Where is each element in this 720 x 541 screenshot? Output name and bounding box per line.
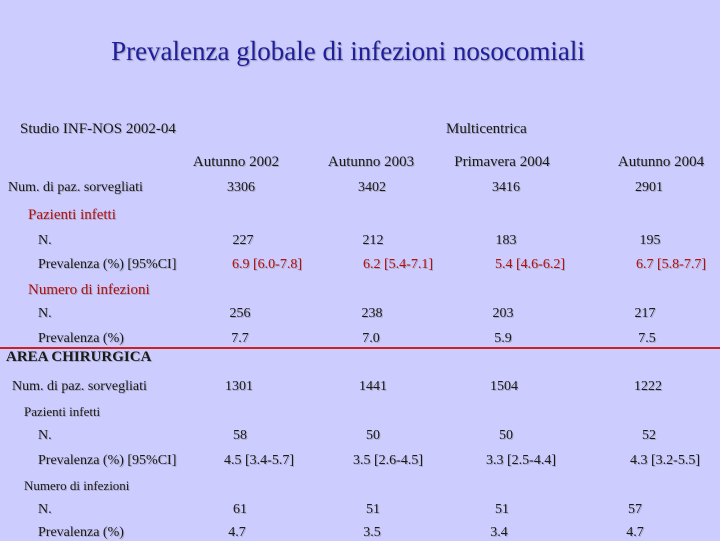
surgical-num-value: 1222: [634, 379, 662, 394]
surgical-infected-prev-value: 4.3 [3.2-5.5]: [630, 453, 700, 468]
overall-infected-n-value: 195: [639, 233, 661, 248]
surgical-num-label: Num. di paz. sorvegliati: [12, 379, 147, 394]
overall-infected-prev-value: 6.7 [5.8-7.7]: [636, 257, 706, 272]
overall-num-value: 3416: [492, 180, 520, 195]
overall-infections-n-value: 217: [634, 306, 656, 321]
surgical-num-value: 1441: [359, 379, 387, 394]
overall-infected-n-value: 227: [232, 233, 254, 248]
overall-infected-n-value: 183: [495, 233, 517, 248]
overall-infections-n-value: 256: [229, 306, 251, 321]
surgical-infected-prev-value: 3.5 [2.6-4.5]: [353, 453, 423, 468]
period-header: Autunno 2004: [617, 154, 705, 170]
overall-num-value: 2901: [635, 180, 663, 195]
surgical-infections-heading: Numero di infezioni: [24, 478, 130, 493]
study-type: Multicentrica: [446, 121, 527, 137]
surgical-infections-prev-label: Prevalenza (%): [38, 525, 124, 540]
overall-infections-prev-value: 7.5: [638, 331, 656, 346]
overall-infected-prev-value: 6.2 [5.4-7.1]: [363, 257, 433, 272]
surgical-infected-n-label: N.: [38, 428, 52, 443]
surgical-infected-prev-value: 4.5 [3.4-5.7]: [224, 453, 294, 468]
study-label: Studio INF-NOS 2002-04: [20, 121, 176, 137]
overall-infections-heading: Numero di infezioni: [28, 282, 150, 298]
surgical-num-value: 1504: [490, 379, 518, 394]
overall-infections-n-label: N.: [38, 306, 52, 321]
period-header: Primavera 2004: [454, 154, 550, 170]
surgical-infections-prev-value: 3.5: [363, 525, 381, 540]
surgical-infections-n-value: 51: [495, 502, 509, 517]
overall-infections-prev-value: 7.0: [362, 331, 380, 346]
overall-infected-prev-value: 5.4 [4.6-6.2]: [495, 257, 565, 272]
surgical-infections-n-value: 51: [366, 502, 380, 517]
surgical-infections-prev-value: 4.7: [228, 525, 246, 540]
period-header: Autunno 2003: [327, 154, 415, 170]
overall-infected-prev-value: 6.9 [6.0-7.8]: [232, 257, 302, 272]
surgical-infections-n-value: 57: [628, 502, 642, 517]
overall-infected-n-label: N.: [38, 233, 52, 248]
surgical-infected-prev-value: 3.3 [2.5-4.4]: [486, 453, 556, 468]
overall-infected-n-value: 212: [362, 233, 384, 248]
surgical-infected-n-value: 52: [642, 428, 656, 443]
overall-infections-n-value: 203: [492, 306, 514, 321]
overall-infections-prev-value: 7.7: [231, 331, 249, 346]
page-title: Prevalenza globale di infezioni nosocomiali: [111, 36, 585, 66]
overall-infected-heading: Pazienti infetti: [28, 207, 116, 223]
surgical-infections-prev-value: 4.7: [626, 525, 644, 540]
surgical-infected-prev-label: Prevalenza (%) [95%CI]: [38, 453, 177, 468]
surgical-num-value: 1301: [225, 379, 253, 394]
area-heading: AREA CHIRURGICA: [6, 349, 152, 365]
period-header: Autunno 2002: [192, 154, 280, 170]
surgical-infected-heading: Pazienti infetti: [24, 404, 101, 419]
surgical-infections-prev-value: 3.4: [490, 525, 508, 540]
surgical-infections-n-label: N.: [38, 502, 52, 517]
surgical-infected-n-value: 50: [366, 428, 380, 443]
overall-num-value: 3402: [358, 180, 386, 195]
surgical-infected-n-value: 50: [499, 428, 513, 443]
overall-infections-prev-value: 5.9: [494, 331, 512, 346]
overall-infected-prev-label: Prevalenza (%) [95%CI]: [38, 257, 177, 272]
surgical-infected-n-value: 58: [233, 428, 247, 443]
overall-infections-prev-label: Prevalenza (%): [38, 331, 124, 346]
overall-infections-n-value: 238: [361, 306, 383, 321]
overall-num-value: 3306: [227, 180, 255, 195]
surgical-infections-n-value: 61: [233, 502, 247, 517]
overall-num-label: Num. di paz. sorvegliati: [8, 180, 143, 195]
